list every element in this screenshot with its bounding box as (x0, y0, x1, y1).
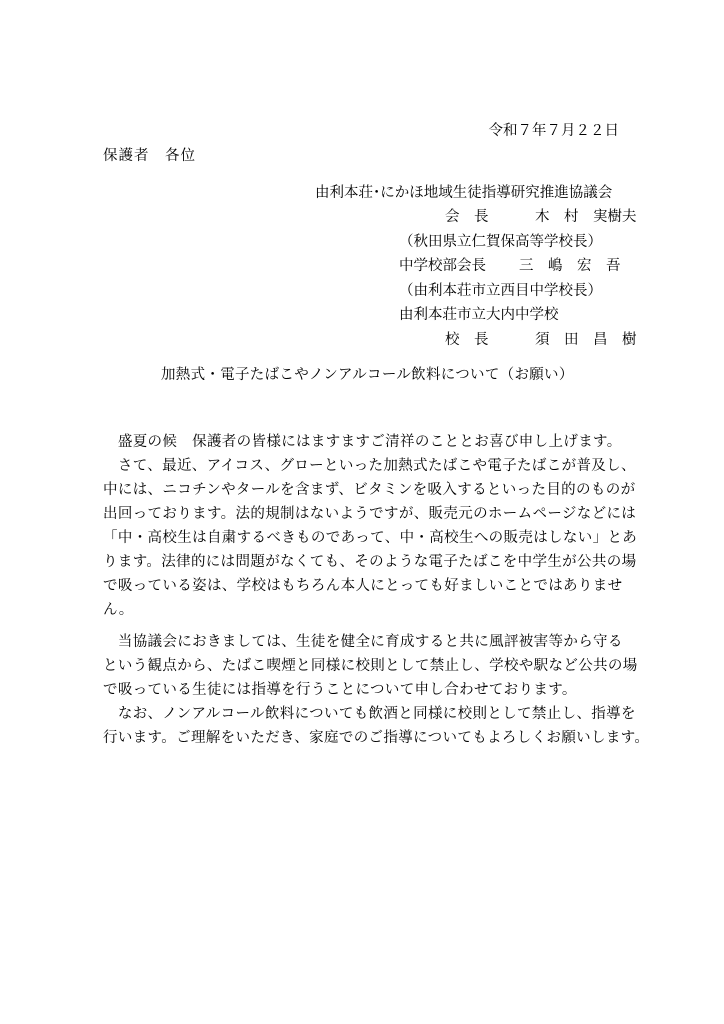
chair-school: （秋田県立仁賀保高等学校長） (399, 234, 602, 250)
jhs-chair-school: （由利本荘市立西目中学校長） (399, 283, 602, 299)
jhs-chair-line (399, 257, 724, 275)
chair-line (445, 208, 724, 226)
principal-name: 須 田 昌 樹 (535, 332, 637, 348)
chair-name: 木 村 実樹夫 (535, 209, 637, 225)
body-line: で吸っている生徒には指導を行うことについて申し合わせております。 (103, 682, 577, 698)
school-name: 由利本荘市立大内中学校 (399, 307, 559, 323)
principal-line (445, 331, 724, 349)
body-line: 盛夏の候 保護者の皆様にはますますご清祥のこととお喜び申し上げます。 (103, 434, 622, 450)
sender-organization: 由利本荘･にかほ地域生徒指導研究推進協議会 (315, 185, 613, 201)
body-line: で吸っている姿は、学校はもちろん本人にとっても好ましいことではありませ (103, 578, 623, 594)
body-line: 出回っております。法的規制はないようですが、販売元のホームページなどには (103, 506, 637, 522)
body-line: さて、最近、アイコス、グローといった加熱式たばこや電子たばこが普及し、 (103, 458, 636, 474)
body-line: という観点から、たばこ喫煙と同様に校則として禁止し、学校や駅など公共の場 (103, 658, 638, 674)
chair-role: 会 長 (445, 209, 489, 225)
body-line: ります。法律的には問題がなくても、そのような電子たばこを中学生が公共の場 (103, 554, 637, 570)
jhs-chair-name: 三 嶋 宏 吾 (519, 258, 621, 274)
recipient: 保護者 各位 (103, 148, 196, 164)
body-line: ん。 (103, 602, 134, 618)
body-line: 中には、ニコチンやタールを含まず、ビタミンを吸入するといった目的のものが (103, 482, 636, 498)
document-title: 加熱式・電子たばこやノンアルコール飲料について（お願い） (161, 367, 574, 383)
body-line: なお、ノンアルコール飲料についても飲酒と同様に校則として禁止し、指導を (103, 706, 636, 722)
body-line: 当協議会におきましては、生徒を健全に育成すると共に風評被害等から守る (103, 634, 623, 650)
body-line: 「中・高校生は自粛するべきものであって、中・高校生への販売はしない」とあ (103, 530, 638, 546)
letter-date: 令和７年７月２２日 (488, 123, 619, 139)
jhs-chair-role: 中学校部会長 (399, 258, 486, 274)
principal-role: 校 長 (445, 332, 489, 348)
body-line: 行います。ご理解をいただき、家庭でのご指導についてもよろしくお願いします。 (103, 730, 650, 746)
